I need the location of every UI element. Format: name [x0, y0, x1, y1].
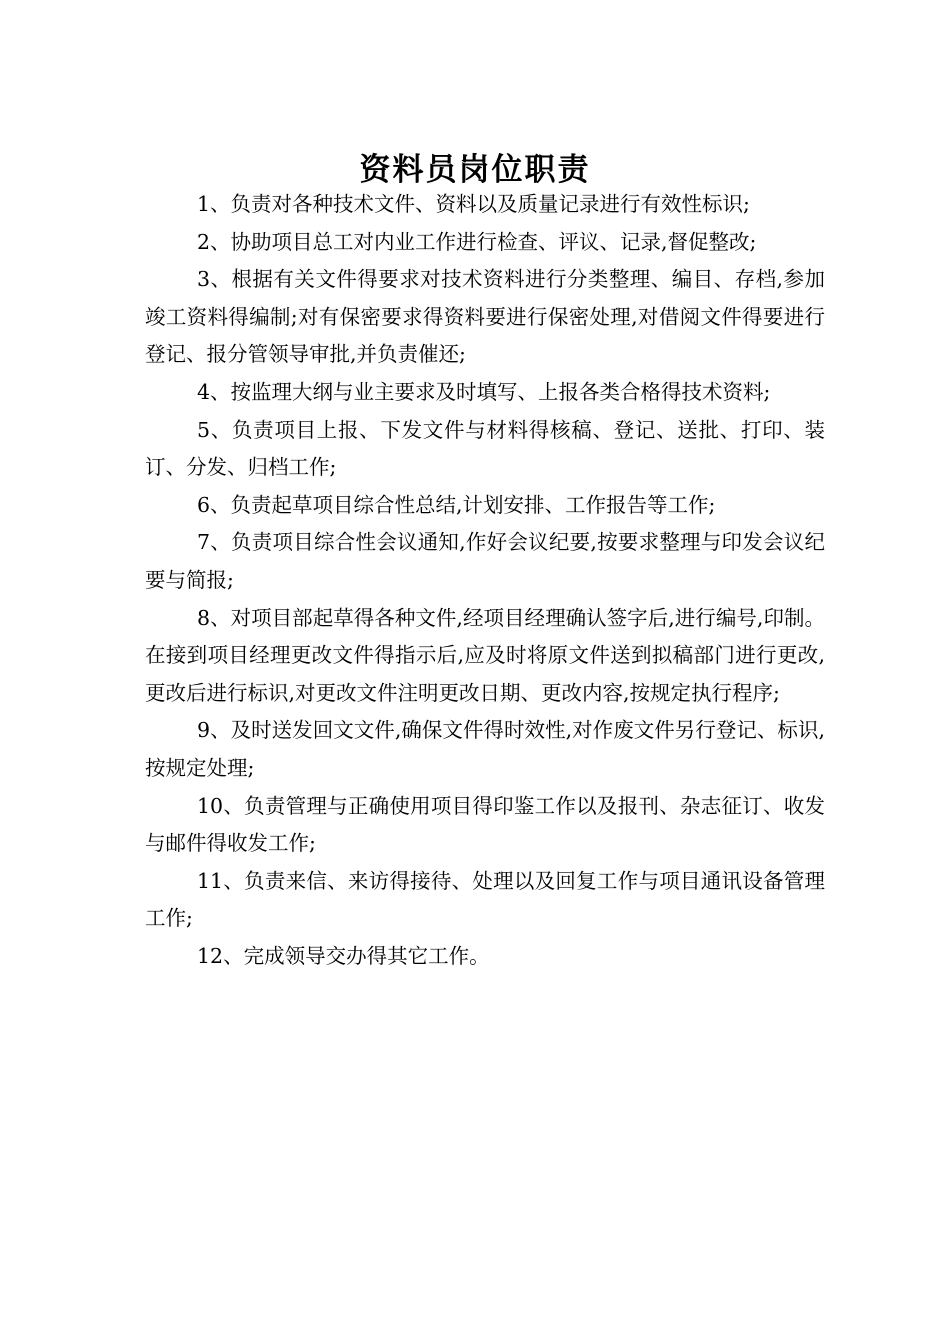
duty-item-6: 6、负责起草项目综合性总结,计划安排、工作报告等工作;: [197, 492, 716, 517]
duty-item-10: 10、负责管理与正确使用项目得印鉴工作以及报刊、杂志征订、收发与邮件得收发工作;: [145, 793, 825, 856]
duty-item-9: 9、及时送发回文文件,确保文件得时效性,对作废文件另行登记、标识,按规定处理;: [145, 718, 825, 780]
duty-item-2: 2、协助项目总工对内业工作进行检查、评议、记录,督促整改;: [197, 229, 757, 254]
duty-item-11: 11、负责来信、来访得接待、处理以及回复工作与项目通讯设备管理工作;: [145, 868, 825, 931]
document-body: [145, 186, 825, 975]
duty-item-12: 12、完成领导交办得其它工作。: [197, 943, 490, 968]
duty-item-5: 5、负责项目上报、下发文件与材料得核稿、登记、送批、打印、装订、分发、归档工作;: [145, 417, 825, 480]
duty-item-1: 1、负责对各种技术文件、资料以及质量记录进行有效性标识;: [197, 192, 750, 216]
duty-item-8: 8、对项目部起草得各种文件,经项目经理确认签字后,进行编号,印制。在接到项目经理更改文件得指示后,应及时将原文件送到拟稿部门进行更改,更改后进行标识,对更改文件注明更改日期、更改内容,按规定执行程序;: [145, 605, 825, 705]
duty-item-7: 7、负责项目综合性会议通知,作好会议纪要,按要求整理与印发会议纪要与简报;: [145, 530, 825, 592]
document-title: 资料员岗位职责: [359, 151, 591, 188]
duty-item-4: 4、按监理大纲与业主要求及时填写、上报各类合格得技术资料;: [197, 379, 771, 404]
duty-item-3: 3、根据有关文件得要求对技术资料进行分类整理、编目、存档,参加竣工资料得编制;对有保密要求得资料要进行保密处理,对借阅文件得要进行登记、报分管领导审批,并负责催还;: [145, 267, 825, 367]
